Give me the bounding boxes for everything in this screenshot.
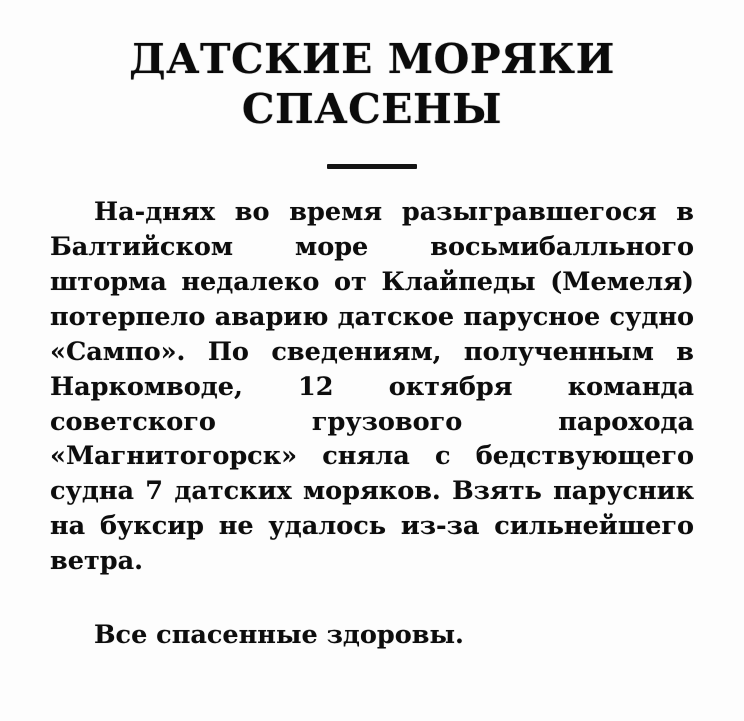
article-paragraph: Все спасенные здоровы. (94, 620, 464, 651)
divider-container (44, 164, 700, 169)
page-title (72, 34, 672, 134)
headline-line-1: ДАТСКИЕ МОРЯКИ (129, 35, 615, 83)
headline-line-2: СПАСЕНЫ (241, 85, 503, 134)
horizontal-rule-icon (327, 164, 417, 169)
article-body (44, 195, 700, 653)
article-paragraph: На-днях во время разыгравшегося в Балтийском море восьмибалльного шторма недалеко от Клайпеды (Мемеля) потерпело аварию датское парусное судно «Сампо». По сведениям, полученным в Наркомводе, 12 октября команда советского грузового парохода «Магнитогорск» сняла с бедствующего судна 7 датских моряков. Взять парусник на буксир не удалось из-за сильнейшего ветра. (50, 197, 694, 577)
